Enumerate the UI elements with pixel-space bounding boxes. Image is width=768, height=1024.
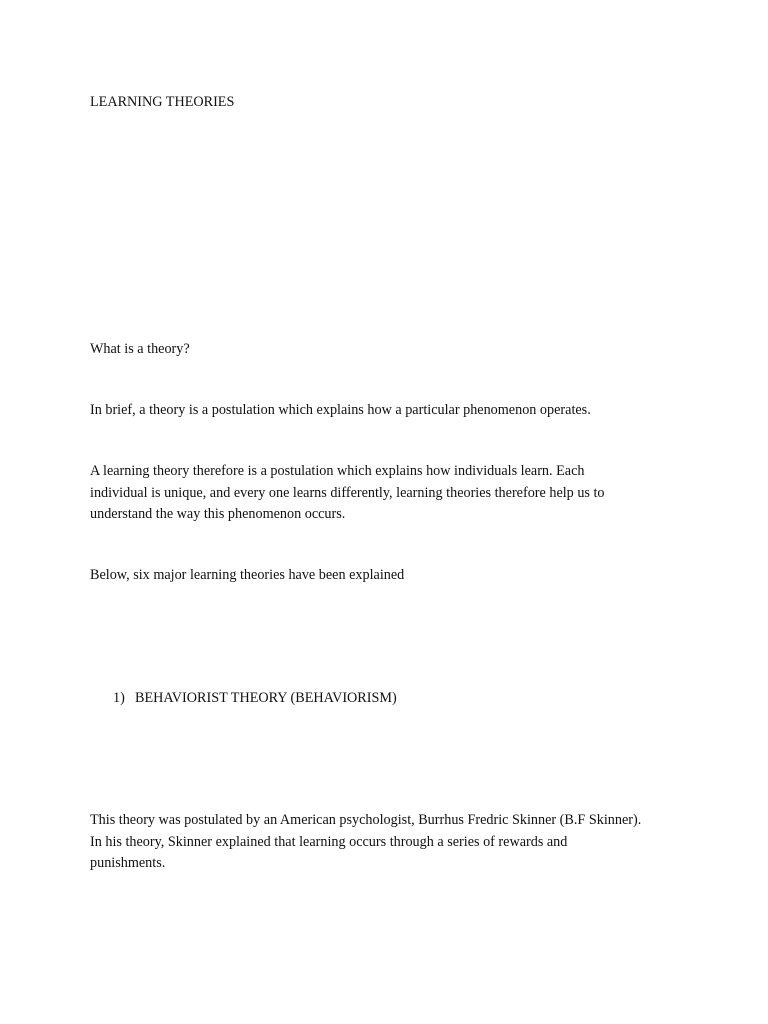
section-heading-behaviorist — [113, 688, 397, 710]
paragraph-below: Below, six major learning theories have been explained — [90, 567, 405, 583]
paragraph-line: This theory was postulated by an American psychologist, Burrhus Fredric Skinner (B.F Skinner). — [90, 812, 642, 828]
paragraph-line: understand the way this phenomenon occurs. — [90, 506, 346, 522]
paragraph-line: individual is unique, and every one learns differently, learning theories therefore help us to — [90, 484, 605, 501]
paragraph-line: A learning theory therefore is a postulation which explains how individuals learn. Each — [90, 463, 585, 479]
paragraph-learning-theory — [90, 461, 690, 526]
question-what-is-a-theory: What is a theory? — [90, 341, 190, 357]
paragraph-brief: In brief, a theory is a postulation which explains how a particular phenomenon operates. — [90, 402, 591, 418]
paragraph-line: In his theory, Skinner explained that learning occurs through a series of rewards and — [90, 833, 568, 850]
section-title: BEHAVIORIST THEORY (BEHAVIORISM) — [135, 690, 397, 706]
document-title: LEARNING THEORIES — [90, 94, 235, 110]
paragraph-skinner — [90, 810, 690, 875]
paragraph-line: punishments. — [90, 855, 166, 871]
section-number: 1) — [113, 690, 125, 706]
